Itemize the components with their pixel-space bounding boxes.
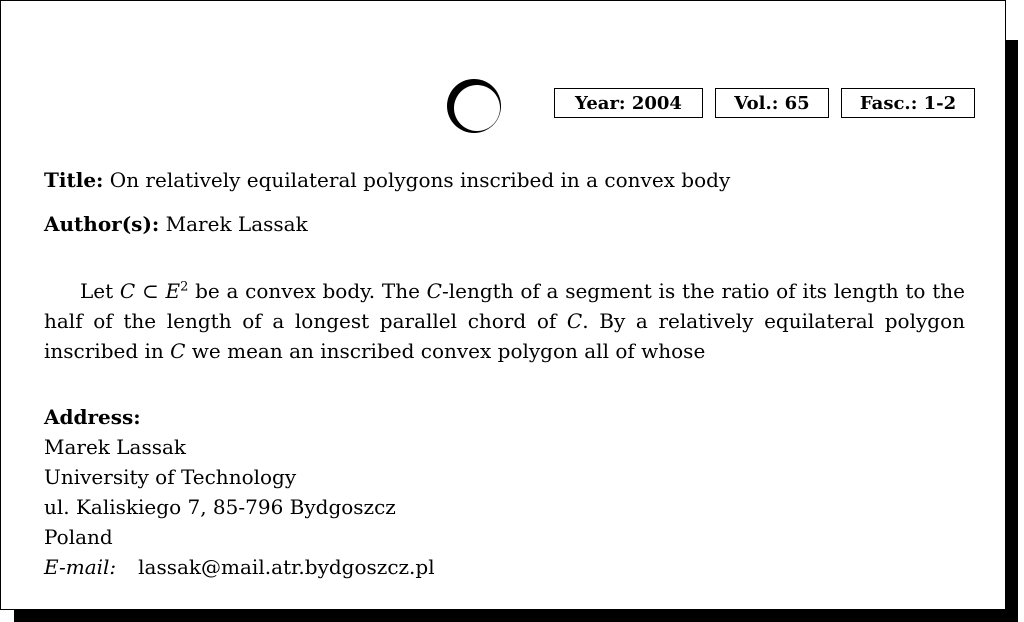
year-badge: Year: 2004 [554,88,703,118]
math-operator: ⊂ [135,279,166,303]
address-label: Address: [44,405,141,429]
math-symbol: C [119,279,136,303]
address-block [44,402,435,582]
address-name: Marek Lassak [44,435,187,459]
abstract-part: . By a relatively equilateral polygon inscribed in [44,309,965,363]
abstract-part: Let [80,279,120,303]
math-symbol: E [165,279,181,303]
abstract-part: -length of a segment is the ratio of its length to the half of the length of a longest parallel chord of [44,279,965,333]
title-text: On relatively equilateral polygons inscribed in a convex body [109,168,731,192]
abstract-part: we mean an inscribed convex polygon all of whose [185,339,706,363]
author-label: Author(s): [44,212,160,236]
author-row [44,212,308,236]
email-label: E-mail: [44,555,117,579]
title-label: Title: [44,168,104,192]
card-shadow-bottom [14,610,1018,622]
card-shadow-right [1006,40,1018,622]
math-symbol: C [170,339,186,363]
math-superscript: 2 [180,279,189,295]
email-link[interactable]: lassak@mail.atr.bydgoszcz.pl [138,555,435,579]
address-street: ul. Kaliskiego 7, 85-796 Bydgoszcz [44,495,396,519]
volume-badge: Vol.: 65 [715,88,829,118]
math-symbol: C [426,279,442,303]
abstract-text [44,276,965,366]
fascicle-badge: Fasc.: 1-2 [841,88,975,118]
title-row [44,168,730,192]
author-text: Marek Lassak [165,212,308,236]
crescent-circle-icon [446,78,502,134]
address-institution: University of Technology [44,465,297,489]
abstract-part: be a convex body. The [188,279,427,303]
address-country: Poland [44,525,113,549]
math-symbol: C [566,309,583,333]
email-row [44,552,435,582]
